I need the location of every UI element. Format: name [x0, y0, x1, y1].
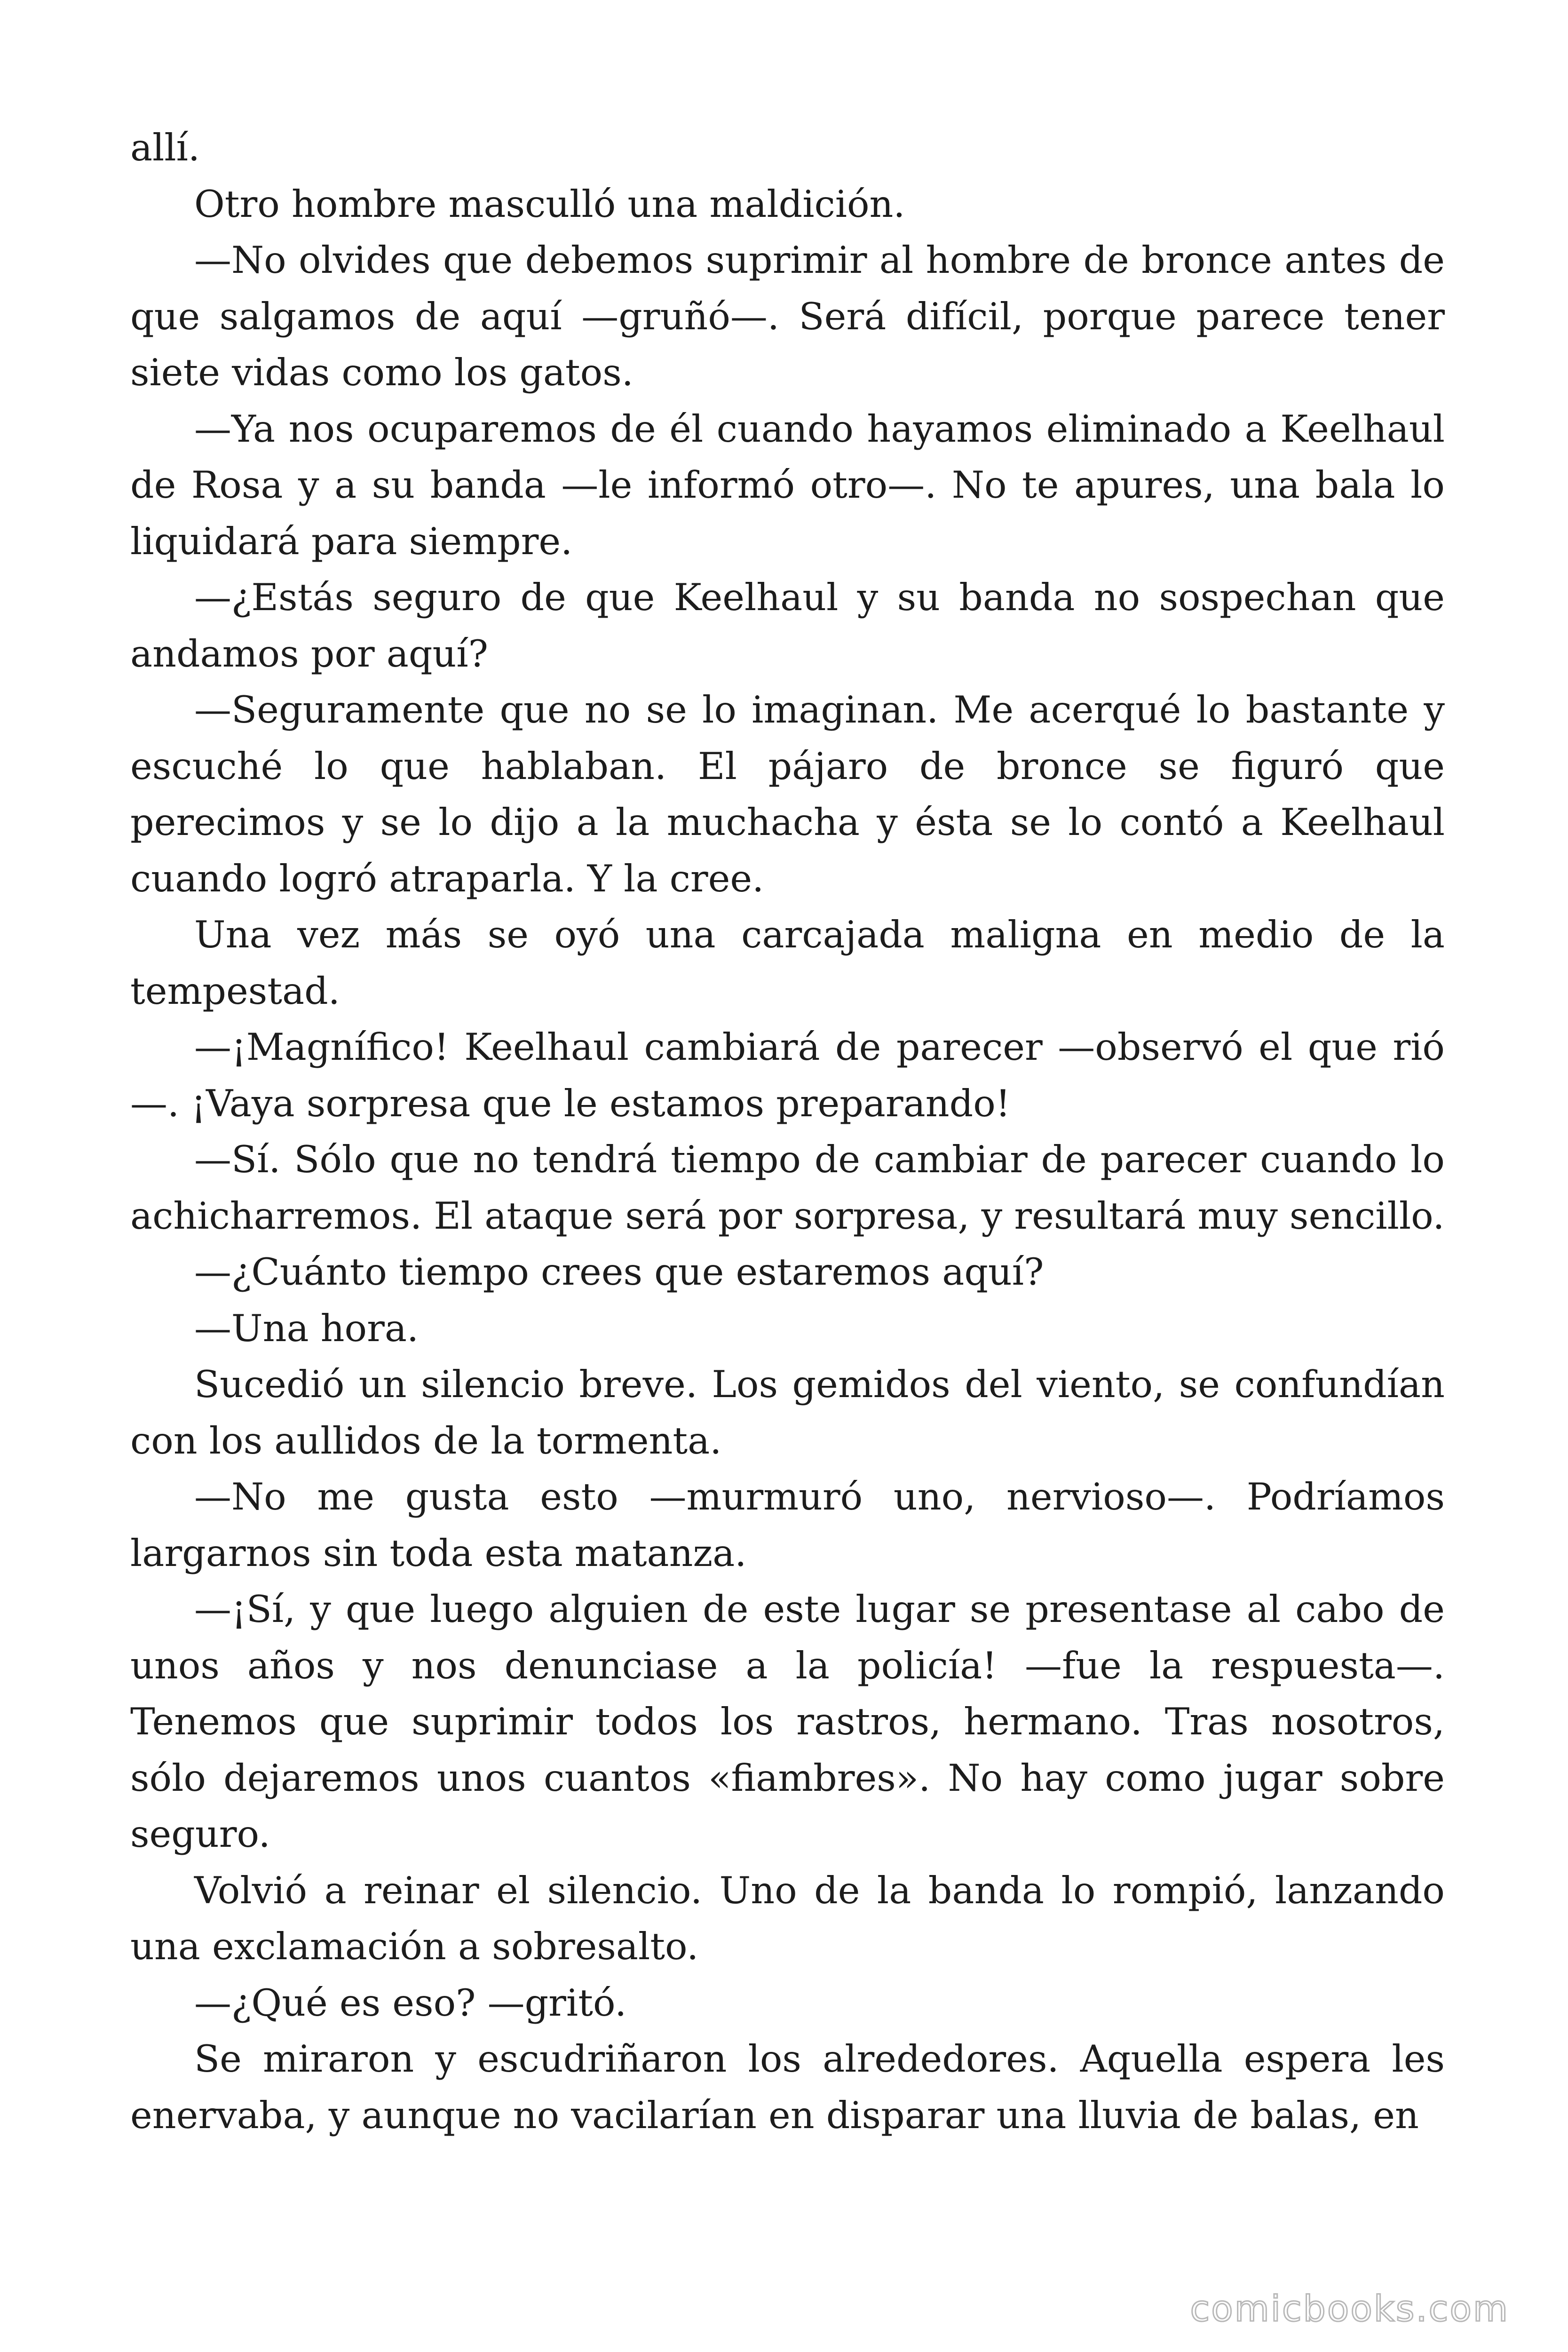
- paragraph: —Sí. Sólo que no tendrá tiempo de cambiar de parecer cuando lo achicharremos. El ataque será por sorpresa, y resultará muy sencillo.: [130, 1138, 1445, 1238]
- watermark: comicbooks.com: [1190, 2288, 1509, 2329]
- paragraph: allí.: [130, 126, 200, 169]
- paragraph: —No me gusta esto —murmuró uno, nervioso—. Podríamos largarnos sin toda esta matanza.: [130, 1475, 1445, 1575]
- paragraph: Sucedió un silencio breve. Los gemidos del viento, se confundían con los aullidos de la tormenta.: [130, 1363, 1445, 1462]
- paragraph: —Seguramente que no se lo imaginan. Me acerqué lo bastante y escuché lo que hablaban. El pájaro de bronce se figuró que perecimos y se lo dijo a la muchacha y ésta se lo contó a Keelhaul cuando logró atraparla. Y la cree.: [130, 688, 1445, 900]
- paragraph: Una vez más se oyó una carcajada maligna en medio de la tempestad.: [130, 913, 1445, 1013]
- paragraph: Otro hombre masculló una maldición.: [194, 182, 905, 226]
- body-text: [130, 120, 1445, 2144]
- paragraph: —Una hora.: [194, 1306, 419, 1350]
- paragraph: —¡Sí, y que luego alguien de este lugar se presentase al cabo de unos años y nos denunciase a la policía! —fue la respuesta—. Tenemos que suprimir todos los rastros, hermano. Tras nosotros, sólo dejaremos unos cuantos «fiambres». No hay como jugar sobre seguro.: [130, 1588, 1445, 1856]
- paragraph: —Ya nos ocuparemos de él cuando hayamos eliminado a Keelhaul de Rosa y a su banda —le informó otro—. No te apures, una bala lo liquidará para siempre.: [130, 407, 1445, 563]
- paragraph: —¿Qué es eso? —gritó.: [194, 1981, 627, 2025]
- paragraph: —¿Estás seguro de que Keelhaul y su banda no sospechan que andamos por aquí?: [130, 576, 1445, 675]
- paragraph: —No olvides que debemos suprimir al hombre de bronce antes de que salgamos de aquí —gruñó—. Será difícil, porque parece tener siete vidas como los gatos.: [130, 238, 1445, 394]
- paragraph: —¡Magnífico! Keelhaul cambiará de parecer —observó el que rió —. ¡Vaya sorpresa que le estamos preparando!: [130, 1025, 1445, 1125]
- paragraph: Se miraron y escudriñaron los alrededores. Aquella espera les enervaba, y aunque no vacilarían en disparar una lluvia de balas, en: [130, 2037, 1445, 2137]
- paragraph: —¿Cuánto tiempo crees que estaremos aquí?: [194, 1250, 1044, 1294]
- paragraph: Volvió a reinar el silencio. Uno de la banda lo rompió, lanzando una exclamación a sobresalto.: [130, 1868, 1445, 1968]
